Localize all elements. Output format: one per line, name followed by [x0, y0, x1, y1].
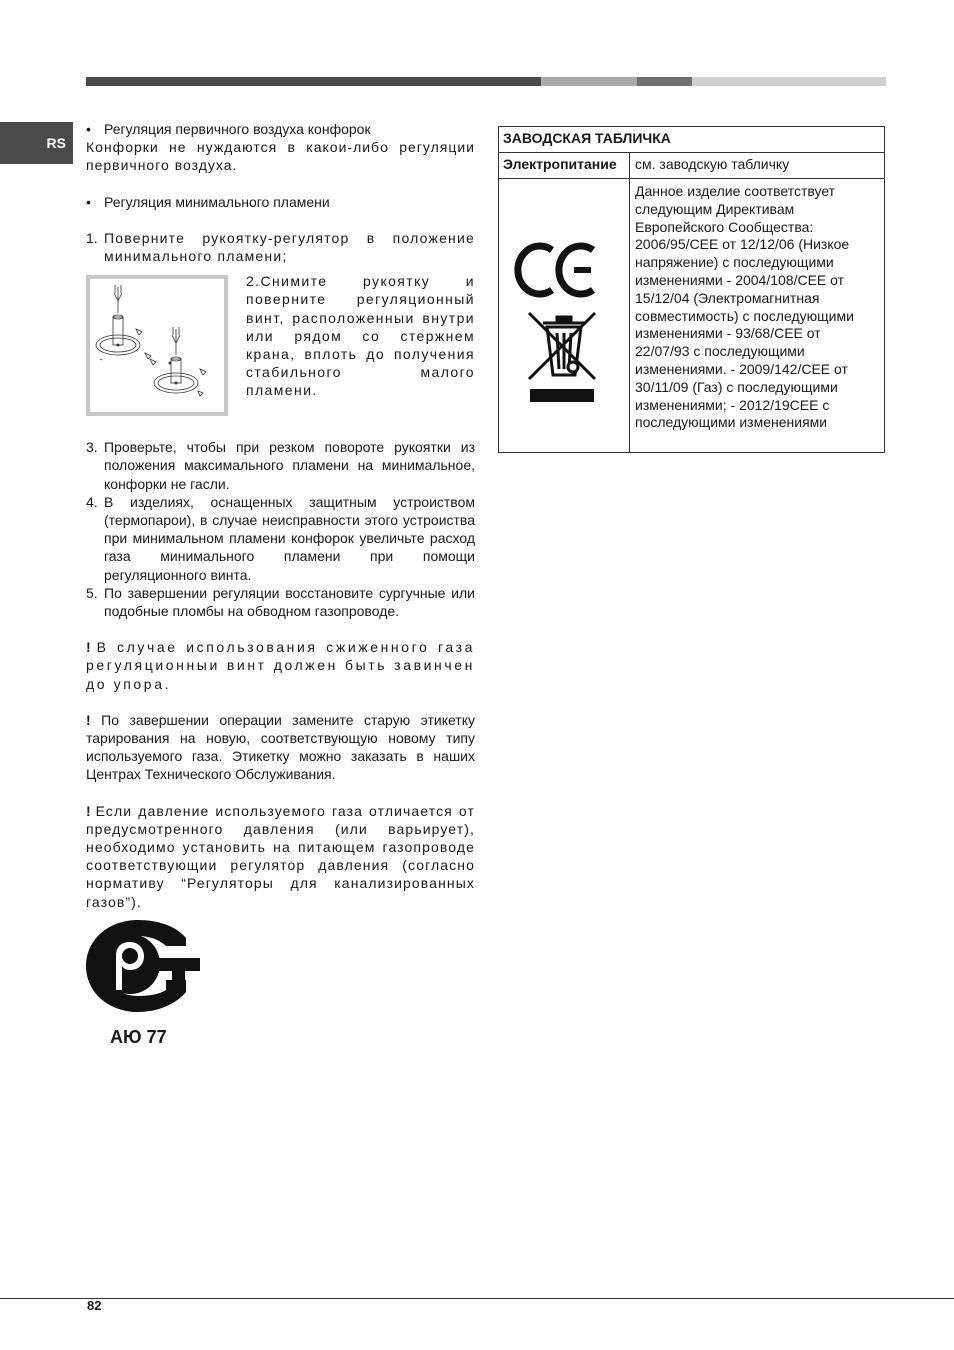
warning-icon: ! — [86, 802, 91, 819]
warning-3 — [86, 802, 475, 911]
bullet-min-flame — [86, 193, 475, 211]
step-number: 4. — [86, 493, 98, 510]
plate-title: ЗАВОДСКАЯ ТАБЛИЧКА — [499, 127, 885, 153]
gost-r-mark — [86, 920, 202, 1017]
bar-segment-light — [541, 77, 637, 86]
bullet-primary-air — [86, 120, 475, 138]
weee-bin-icon — [529, 313, 595, 402]
language-tab — [0, 122, 73, 164]
step-number: 5. — [86, 584, 98, 601]
bullet-mark: • — [86, 121, 91, 137]
table-row — [499, 153, 885, 179]
burner-adjust-icon — [90, 279, 224, 412]
step-5 — [86, 584, 475, 620]
compliance-icons — [499, 179, 629, 447]
step-text: По завершении регуляции восстановите сургучные или подобные пломбы на обводном газопроводе. — [104, 584, 475, 620]
step-text: В изделиях, оснащенных защитным устроиством (термопарои), в случае неисправности этого устроиства при минимальном пламени конфорок увеличьте расход газа минимального пламени при помощи регуляционного винта. — [104, 493, 475, 583]
step-number: 1. — [86, 229, 98, 246]
step-text: Поверните рукоятку-регулятор в положение минимального пламени; — [104, 229, 475, 265]
step-text: Проверьте, чтобы при резком повороте рукоятки из положения максимального пламени на минимальное, конфорки не гасли. — [104, 439, 475, 492]
power-label: Электропитание — [499, 153, 630, 179]
warning-icon: ! — [86, 639, 91, 656]
step-3 — [86, 438, 475, 493]
top-color-bar — [86, 77, 886, 86]
bullet-mark: • — [86, 193, 91, 210]
primary-air-title: Регуляция первичного воздуха конфорок — [104, 121, 371, 137]
burner-adjust-illustration — [86, 275, 228, 416]
bar-segment-mid — [637, 77, 692, 86]
table-row — [499, 127, 885, 153]
step-4 — [86, 493, 475, 584]
table-row — [499, 179, 885, 453]
step-2-text: 2.Снимите рукоятку и поверните регуляционный винт, расположенныи внутри или рядом со стержнем крана, вплоть до получения стабильного малого пламени. — [246, 273, 475, 399]
warning-1-text: В случае использования сжиженного газа регуляционныи винт должен быть завинчен до упора. — [86, 639, 475, 692]
bar-segment-dark — [86, 77, 541, 86]
min-flame-title: Регуляция минимального пламени — [104, 193, 330, 210]
warning-icon: ! — [86, 711, 91, 728]
primary-air-text: Конфорки не нуждаются в какои-либо регуляции первичного воздуха. — [86, 139, 475, 174]
warning-1 — [86, 638, 475, 693]
language-code: RS — [46, 135, 66, 151]
left-column — [86, 120, 475, 911]
certification-code: АЮ 77 — [110, 1027, 167, 1047]
footer-rule — [0, 1298, 954, 1299]
rating-plate-table — [498, 126, 885, 453]
step-1 — [86, 229, 475, 265]
power-value: см. заводскую табличку — [630, 153, 885, 179]
page-number: 82 — [87, 1298, 102, 1313]
step-2-row — [86, 275, 475, 416]
warning-2-text: По завершении операции замените старую этикетку тарирования на новую, соответствующую новому типу используемого газа. Этикетку можно заказать в наших Центрах Технического Обслуживания. — [86, 711, 475, 783]
eu-directives-declaration: Данное изделие соответствует следующим Директивам Европейского Сообщества: 2006/95/CEE от 12/12/06 (Низкое напряжение) с последующими изменениями - 2004/108/CEE от 15/12/04 (Электромагнитная совместимость) с последующими изменениями - 93/68/CEE от 22/07/93 с последующими изменениями. - 2009/142/CEE от 30/11/09 (Газ) с последующими изменениями; - 2012/19CEE с последующими изменениями — [630, 179, 885, 453]
step-number: 3. — [86, 439, 98, 456]
ce-mark-icon — [518, 246, 593, 294]
bar-segment-pale — [692, 77, 886, 86]
gost-r-mark-icon — [86, 920, 202, 1012]
warning-2 — [86, 711, 475, 784]
compliance-icons-cell — [499, 179, 630, 453]
warning-3-text: Если давление используемого газа отличается от предусмотренного давления (или варьирует), необходимо установить на питающем газопроводе соответствующии регулятор давления (согласно нормативу “Регуляторы для канализированных газов”). — [86, 802, 475, 910]
